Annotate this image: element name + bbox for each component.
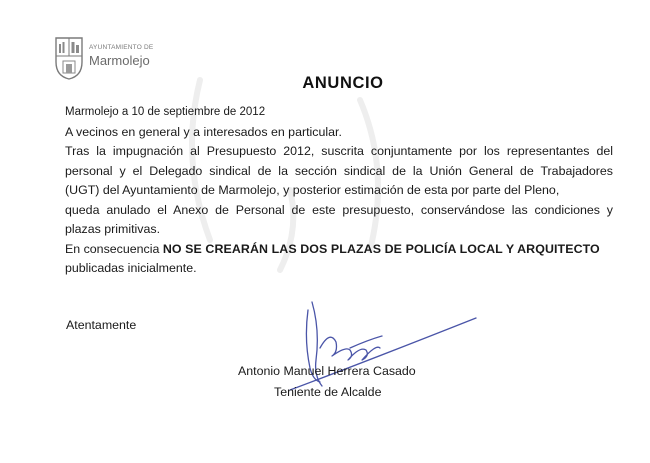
closing-salutation: Atentamente [66,318,137,332]
greeting-line: A vecinos en general y a interesados en particular. [65,124,342,139]
paragraph-line: (UGT) del Ayuntamiento de Marmolejo, y posterior estimación de esta por parte del Pleno, [65,183,560,197]
paragraph-line: personal y el Delegado sindical de la sección sindical de la Unión General de Trabajadores [65,163,613,178]
paragraph-line: Tras la impugnación al Presupuesto 2012, suscrita conjuntamente por los representantes del [65,144,613,158]
date-line: Marmolejo a 10 de septiembre de 2012 [65,106,266,118]
announcement-body [65,103,613,279]
document-title: ANUNCIO [302,74,384,92]
handwritten-signature [250,290,490,400]
paragraph-line: publicadas inicialmente. [65,261,197,275]
signer-name: Antonio Manuel Herrera Casado [238,364,416,378]
paragraph-line: queda anulado el Anexo de Personal de este presupuesto, conservándose las condiciones y [65,202,613,217]
consequence-prefix: En consecuencia [65,241,163,256]
consequence-line [65,240,613,260]
paragraph-line: plazas primitivas. [65,222,161,236]
logo-top-text: AYUNTAMIENTO DE [89,44,154,51]
signer-role: Teniente de Alcalde [274,385,382,399]
logo-town-name: Marmolejo [89,53,150,68]
consequence-emphasis: NO SE CREARÁN LAS DOS PLAZAS DE POLICÍA LOCAL Y ARQUITECTO [162,241,600,256]
